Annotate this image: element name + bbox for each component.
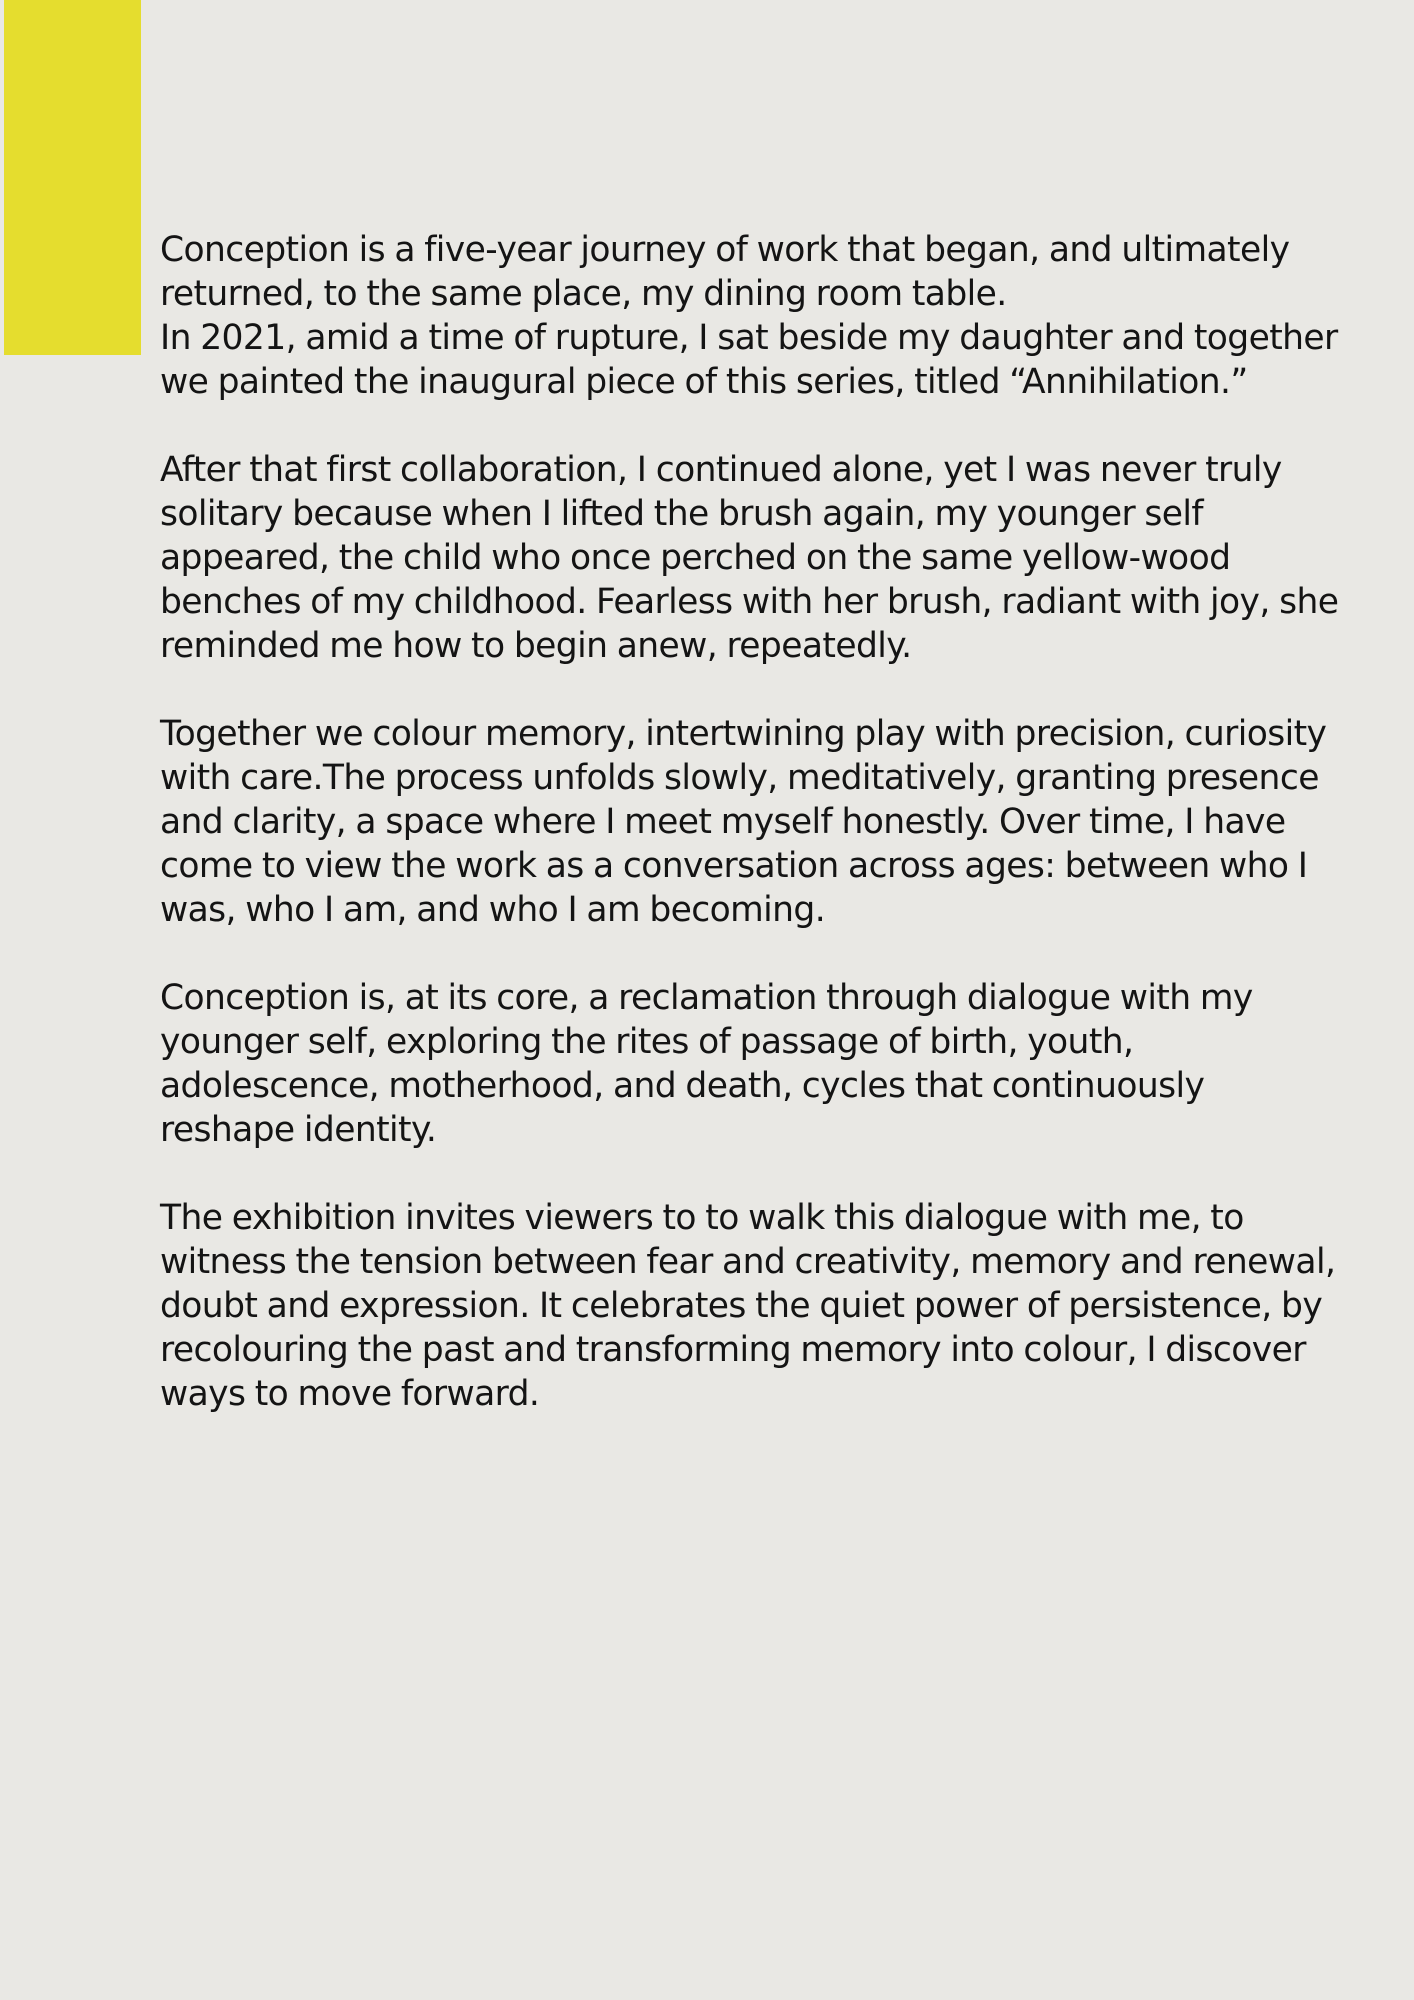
statement-paragraph-2: After that first collaboration, I continued alone, yet I was never truly solitary because when I lifted the brush again, my younger self appeared, the child who once perched on the same yellow-wood benches of my childhood. Fearless with her brush, radiant with joy, she reminded me how to begin anew, repeatedly. bbox=[160, 450, 1339, 666]
statement-paragraph-5: The exhibition invites viewers to to walk this dialogue with me, to witness the tension between fear and creativity, memory and renewal, doubt and expression. It celebrates the quiet power of persistence, by recolouring the past and transforming memory into colour, I discover ways to move forward. bbox=[160, 1198, 1336, 1414]
yellow-accent-bar bbox=[4, 0, 141, 355]
statement-paragraph-1: Conception is a five-year journey of work that began, and ultimately returned, to the same place, my dining room table. In 2021, amid a time of rupture, I sat beside my daughter and together we painted the inaugural piece of this series, titled “Annihilation.” bbox=[160, 230, 1338, 402]
statement-paragraph-4: Conception is, at its core, a reclamation through dialogue with my younger self, exploring the rites of passage of birth, youth, adolescence, motherhood, and death, cycles that continuously reshape identity. bbox=[160, 978, 1253, 1150]
artist-statement bbox=[160, 228, 1340, 1416]
statement-paragraph-3: Together we colour memory, intertwining play with precision, curiosity with care.The process unfolds slowly, meditatively, granting presence and clarity, a space where I meet myself honestly. Over time, I have come to view the work as a conversation across ages: between who I was, who I am, and who I am becoming. bbox=[160, 714, 1327, 930]
